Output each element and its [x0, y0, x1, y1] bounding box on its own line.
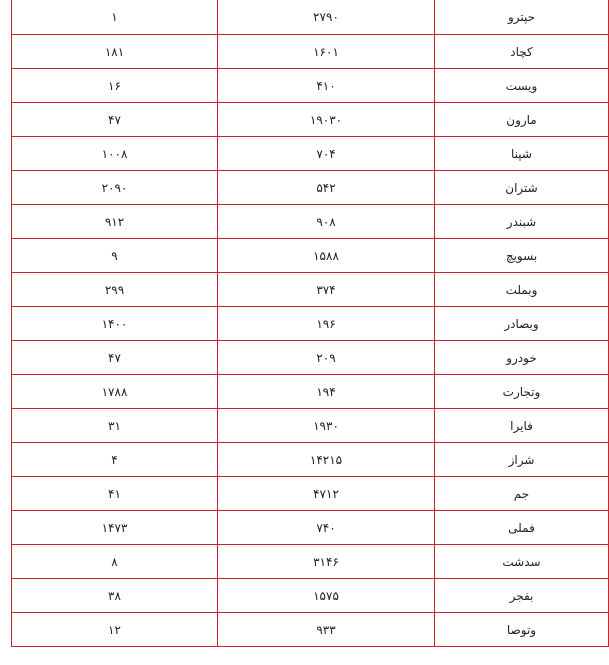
- value-a-cell: ۲۰۹: [218, 341, 435, 375]
- value-a-cell: ۱۹۴: [218, 375, 435, 409]
- table-row: [12, 35, 609, 69]
- symbol-cell: شپنا: [435, 137, 609, 171]
- value-a-cell: ۱۵۸۸: [218, 239, 435, 273]
- value-a-cell: ۳۷۴: [218, 273, 435, 307]
- value-b-cell: ۸: [12, 545, 218, 579]
- value-b-cell: ۹: [12, 239, 218, 273]
- table-row: [12, 0, 609, 35]
- value-a-cell: ۴۱۰: [218, 69, 435, 103]
- symbol-cell: بفجر: [435, 579, 609, 613]
- data-table-container: [11, 0, 607, 647]
- symbol-cell: کچاد: [435, 35, 609, 69]
- value-a-cell: ۷۴۰: [218, 511, 435, 545]
- value-b-cell: ۱۴۷۳: [12, 511, 218, 545]
- value-b-cell: ۴: [12, 443, 218, 477]
- symbol-cell: شتران: [435, 171, 609, 205]
- value-b-cell: ۱: [12, 0, 218, 35]
- symbol-cell: شراز: [435, 443, 609, 477]
- table-row: [12, 137, 609, 171]
- table-body: [12, 0, 609, 647]
- value-b-cell: ۲۰۹۰: [12, 171, 218, 205]
- value-b-cell: ۱۶: [12, 69, 218, 103]
- table-row: [12, 477, 609, 511]
- symbol-cell: فایرا: [435, 409, 609, 443]
- value-b-cell: ۲۹۹: [12, 273, 218, 307]
- table-row: [12, 273, 609, 307]
- value-a-cell: ۱۹۰۳۰: [218, 103, 435, 137]
- table-row: [12, 341, 609, 375]
- symbol-cell: حپترو: [435, 0, 609, 35]
- symbol-cell: وبملت: [435, 273, 609, 307]
- table-row: [12, 375, 609, 409]
- table-row: [12, 443, 609, 477]
- value-b-cell: ۴۷: [12, 103, 218, 137]
- table-row: [12, 171, 609, 205]
- value-a-cell: ۱۴۲۱۵: [218, 443, 435, 477]
- value-b-cell: ۱۷۸۸: [12, 375, 218, 409]
- value-a-cell: ۹۳۳: [218, 613, 435, 647]
- symbol-cell: وتوصا: [435, 613, 609, 647]
- value-a-cell: ۴۷۱۲: [218, 477, 435, 511]
- table-row: [12, 307, 609, 341]
- symbol-cell: وتجارت: [435, 375, 609, 409]
- value-a-cell: ۱۹۳۰: [218, 409, 435, 443]
- value-a-cell: ۲۷۹۰: [218, 0, 435, 35]
- value-b-cell: ۱۰۰۸: [12, 137, 218, 171]
- table-row: [12, 409, 609, 443]
- table-row: [12, 239, 609, 273]
- value-a-cell: ۱۵۷۵: [218, 579, 435, 613]
- value-b-cell: ۳۱: [12, 409, 218, 443]
- value-b-cell: ۱۴۰۰: [12, 307, 218, 341]
- symbol-cell: فملی: [435, 511, 609, 545]
- table-row: [12, 579, 609, 613]
- symbol-cell: سدشت: [435, 545, 609, 579]
- value-a-cell: ۳۱۴۶: [218, 545, 435, 579]
- symbol-cell: مارون: [435, 103, 609, 137]
- symbol-cell: شبندر: [435, 205, 609, 239]
- value-a-cell: ۱۶۰۱: [218, 35, 435, 69]
- data-table: [11, 0, 609, 647]
- value-b-cell: ۳۸: [12, 579, 218, 613]
- table-row: [12, 511, 609, 545]
- value-b-cell: ۹۱۲: [12, 205, 218, 239]
- table-row: [12, 545, 609, 579]
- value-b-cell: ۴۷: [12, 341, 218, 375]
- symbol-cell: خودرو: [435, 341, 609, 375]
- value-b-cell: ۱۸۱: [12, 35, 218, 69]
- value-b-cell: ۱۲: [12, 613, 218, 647]
- table-row: [12, 205, 609, 239]
- value-a-cell: ۵۴۲: [218, 171, 435, 205]
- symbol-cell: وبصادر: [435, 307, 609, 341]
- table-row: [12, 103, 609, 137]
- value-b-cell: ۴۱: [12, 477, 218, 511]
- value-a-cell: ۱۹۶: [218, 307, 435, 341]
- value-a-cell: ۷۰۴: [218, 137, 435, 171]
- table-row: [12, 69, 609, 103]
- symbol-cell: بسویچ: [435, 239, 609, 273]
- symbol-cell: جم: [435, 477, 609, 511]
- table-row: [12, 613, 609, 647]
- value-a-cell: ۹۰۸: [218, 205, 435, 239]
- symbol-cell: ویست: [435, 69, 609, 103]
